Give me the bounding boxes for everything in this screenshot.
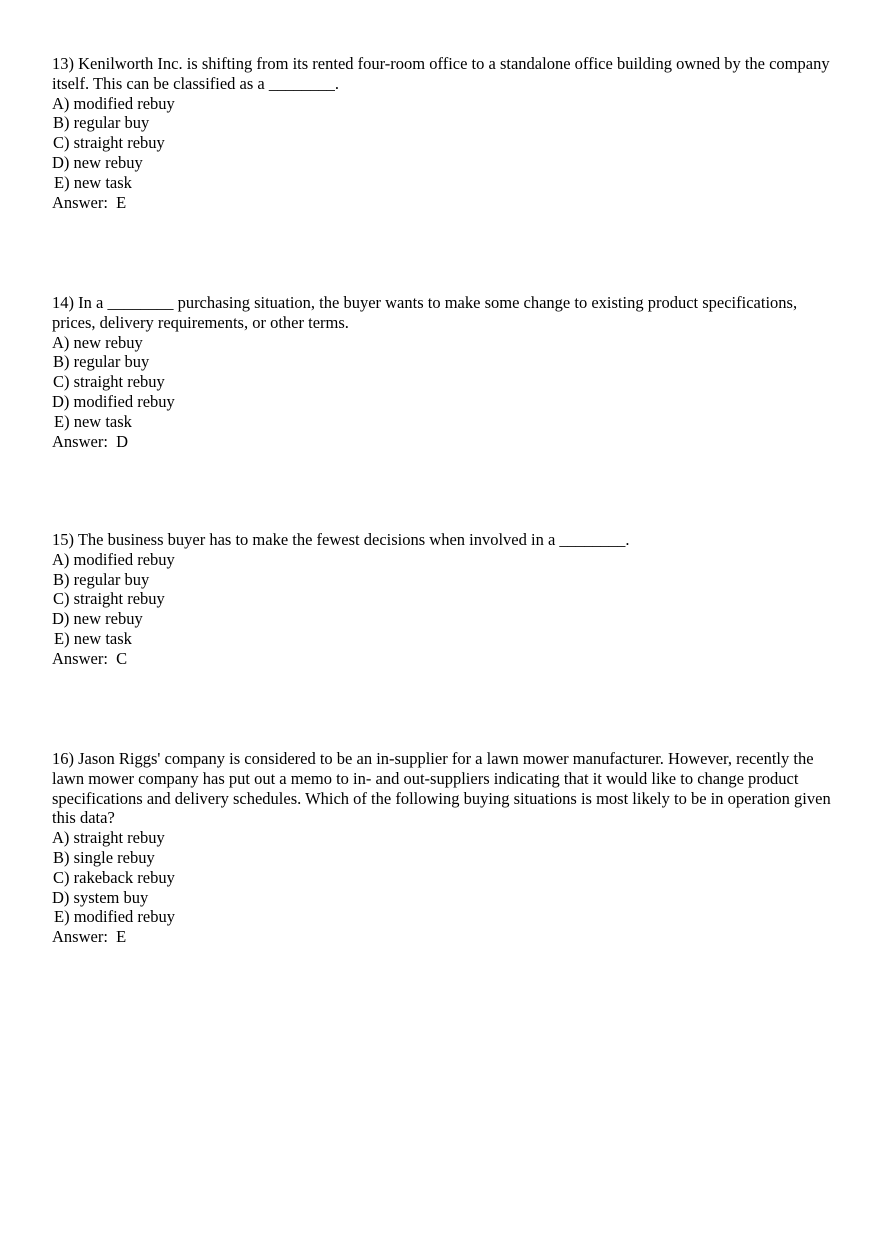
option-e: E) modified rebuy bbox=[54, 907, 175, 927]
answer: Answer: E bbox=[52, 192, 127, 212]
answer: Answer: E bbox=[52, 927, 127, 947]
option-c: C) straight rebuy bbox=[53, 133, 165, 153]
option-e: E) new task bbox=[54, 411, 132, 431]
question-text: 16) Jason Riggs' company is considered to be an in-supplier for a lawn mower manufacturer. However, recently the lawn mower company has put out a memo to in- and out-suppliers indicating that it would like to change product specifications and delivery schedules. Which of the following buying situations is most likely to be in operation given this data? bbox=[52, 749, 831, 828]
answer: Answer: C bbox=[52, 648, 128, 668]
option-d: D) new rebuy bbox=[52, 609, 143, 629]
question-16 bbox=[52, 749, 832, 947]
option-a: A) modified rebuy bbox=[52, 93, 175, 113]
option-a: A) new rebuy bbox=[52, 332, 143, 352]
question-text: 14) In a ________ purchasing situation, the buyer wants to make some change to existing product specifications, prices, delivery requirements, or other terms. bbox=[52, 293, 798, 332]
option-d: D) new rebuy bbox=[52, 152, 143, 172]
question-14 bbox=[52, 293, 832, 451]
option-c: C) straight rebuy bbox=[53, 589, 165, 609]
option-d: D) system buy bbox=[52, 887, 149, 907]
question-text: 15) The business buyer has to make the fewest decisions when involved in a ________. bbox=[52, 530, 630, 549]
option-b: B) regular buy bbox=[53, 569, 150, 589]
option-c: C) rakeback rebuy bbox=[53, 867, 175, 887]
option-d: D) modified rebuy bbox=[52, 391, 175, 411]
option-b: B) regular buy bbox=[53, 352, 150, 372]
option-b: B) regular buy bbox=[53, 113, 150, 133]
answer: Answer: D bbox=[52, 431, 129, 451]
option-e: E) new task bbox=[54, 628, 132, 648]
question-13 bbox=[52, 54, 832, 212]
option-b: B) single rebuy bbox=[53, 847, 155, 867]
option-e: E) new task bbox=[54, 172, 132, 192]
option-c: C) straight rebuy bbox=[53, 372, 165, 392]
question-15 bbox=[52, 530, 832, 669]
option-a: A) straight rebuy bbox=[52, 828, 165, 848]
question-text: 13) Kenilworth Inc. is shifting from its rented four-room office to a standalone office building owned by the company itself. This can be classified as a ________. bbox=[52, 54, 830, 93]
option-a: A) modified rebuy bbox=[52, 549, 175, 569]
